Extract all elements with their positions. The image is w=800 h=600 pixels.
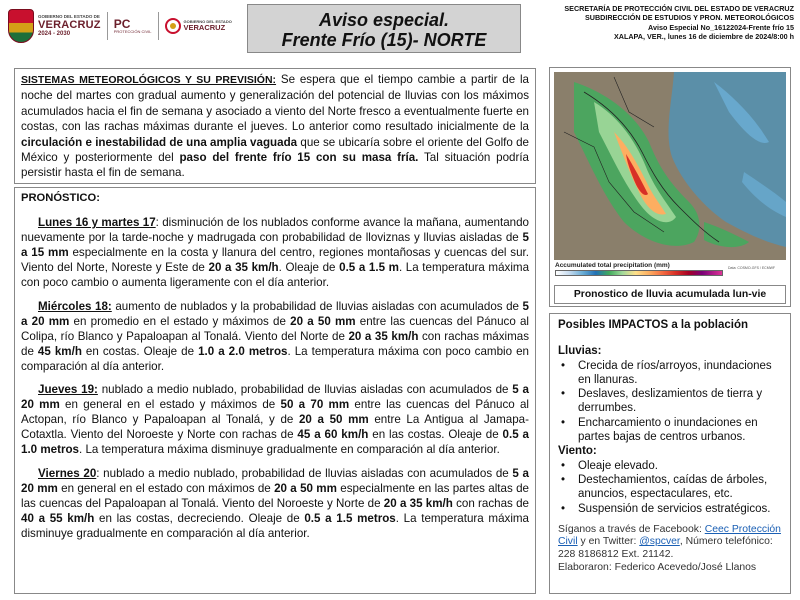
forecast-value: 0.5 a 1.0 metros [21,428,529,457]
state-emblem-icon [165,18,181,34]
forecast-value: 20 a 50 mm [274,481,337,495]
synopsis-bold: circulación e inestabilidad de una amplia vaguada [21,135,298,149]
forecast-value: 20 a 35 km/h [208,261,279,275]
forecast-text: . Oleaje de [278,261,340,275]
forecast-text: entre las cuencas del Pánuco al Colipa, río Blanco y Papaloapan al Tonalá. Viento del Norte de [21,314,530,343]
synopsis-heading: SISTEMAS METEOROLÓGICOS Y SU PREVISIÓN: [21,74,277,86]
forecast-day: Lunes 16 y martes 17 [38,216,156,230]
logo-ver2-small: GOBIERNO DEL ESTADO [183,19,232,25]
forecast-text: . La temperatura máxima disminuye gradualmente en comparación al día anterior. [79,443,500,457]
forecast-value: 20 a 35 km/h [348,329,419,343]
veracruz-government-logo [8,9,101,43]
precipitation-map-panel [549,67,791,307]
forecast-friday [21,466,529,541]
forecast-thursday [21,382,529,457]
logo-state-years: 2024 - 2030 [38,30,71,37]
rain-impacts-heading: Lluvias: [558,345,602,358]
forecast-value: 0.5 a 1.5 metros [304,511,396,525]
header-logos [8,6,244,46]
precip-scale-note: Data: COSMO-GFS / ECMWF [728,266,776,270]
impacts-title: Posibles IMPACTOS a la población [558,319,749,331]
forecast-text: en general en el estado y máximos de [59,398,281,412]
list-item: • Encharcamiento o inundaciones en partes bajas de centros urbanos. [558,416,782,445]
forecast-value: 5 a 20 mm [21,299,529,328]
forecast-value: 5 a 20 mm [21,383,529,412]
forecast-text: : nublado a medio nublado, probabilidad de lluvias aisladas con acumulados de [96,466,513,480]
contact-text: Síganos a través de Facebook: [558,523,705,535]
map-caption: Pronostico de lluvia acumulada lun-vie [554,285,786,304]
list-item: • Destechamientos, caídas de árboles, anuncios, espectaculares, etc. [558,473,782,502]
logo-state-name: VERACRUZ [38,18,101,31]
forecast-text: entre las cuencas del Pánuco al Actopan, río Blanco y Papaloapan al Tonalá, y de [21,398,529,427]
forecast-value: 20 a 35 km/h [383,496,453,510]
list-item: • Oleaje elevado. [558,459,782,473]
issue-date: XALAPA, VER., lunes 16 de diciembre de 2024/8:00 h [613,32,794,42]
facebook-link[interactable]: Ceec Protección Civil [558,523,781,548]
precip-color-scale [555,270,723,276]
forecast-text: especialmente en las partes altas de las cuencas del Papaloapan al Tonalá. Viento del Noroeste y Norte de [21,481,529,510]
forecast-wednesday [21,299,529,374]
notice-title-box [247,4,521,53]
forecast-day: Jueves 19: [38,383,98,397]
contact-info [558,524,782,574]
forecast-value: 20 a 50 mm [298,413,369,427]
list-item: • Deslaves, deslizamientos de tierra y derrumbes. [558,387,782,416]
forecast-text: en general en el estado con máximos de [57,481,275,495]
forecast-day: Miércoles 18: [38,299,112,313]
notice-title: Aviso especial. [318,10,450,30]
precipitation-map [554,72,786,260]
forecast-value: 5 a 20 mm [21,466,529,495]
issuer-block [526,4,794,42]
forecast-value: 20 a 50 mm [290,314,356,328]
forecast-text: en las costas. Oleaje de [368,428,503,442]
logo-pc-sub: PROTECCIÓN CIVIL [113,28,152,34]
veracruz-shield-icon [8,9,34,43]
synopsis-bold: paso del frente frío 15 con su masa fría. [179,151,419,165]
forecast-title: PRONÓSTICO: [21,192,100,204]
forecast-text: nublado a medio nublado, probabilidad de lluvias aisladas con acumulados de [97,383,513,397]
rain-impacts-list [558,359,782,445]
wind-impacts-heading: Viento: [558,445,597,458]
twitter-link[interactable]: @spcver [639,536,680,548]
forecast-text: en costas. Oleaje de [81,344,199,358]
wind-impacts-list [558,459,782,516]
logo-divider [107,12,108,40]
forecast-monday [21,215,529,290]
forecast-box [14,187,536,594]
forecast-value: 1.0 a 2.0 metros [198,344,288,358]
issuer-line-1: SECRETARÍA DE PROTECCIÓN CIVIL DEL ESTADO DE VERACRUZ [564,4,794,13]
logo-state-small: GOBIERNO DEL ESTADO DE [38,14,100,20]
synopsis-text: que se ubicaría sobre el oriente del Golfo de México y posteriormente del [21,135,529,165]
authors: Elaboraron: Federico Acevedo/José Llanos [558,561,757,573]
forecast-text: especialmente en la costa y llanura del centro, regiones montañosas y cuencas del sur. Viento del Norte, Noreste y Este de [21,246,529,275]
forecast-text: en promedio en el estado y máximos de [69,314,291,328]
forecast-value: 45 km/h [37,344,82,358]
logo-pc-mark: PC [113,16,131,31]
logo-ver2-name: VERACRUZ [183,23,226,33]
forecast-text: con rachas máximas de [21,329,529,358]
forecast-text: entre La Antigua al Jamapa-Cotaxtla. Viento del Noroeste y Norte con rachas de [21,413,529,442]
synopsis-text: Se espera que el tiempo cambie a partir de la noche del martes con gradual aumento y generalización del potencial de lluvias con los máximos acumulados hacia el fin de semana y asociado a viento del Norte fresco a eventualmente fuerte en costas, con las rachas máximas durante el jueves. Lo anterior como resultado inicialmente de la [21,73,529,134]
forecast-text: con rachas de [452,496,529,510]
notice-number: Aviso Especial No_16122024-Frente frío 15 [648,22,794,32]
veracruz-secondary-logo [165,18,232,34]
forecast-value: 50 a 70 mm [280,398,350,412]
forecast-value: 45 a 60 km/h [297,428,369,442]
forecast-value: 5 a 15 mm [21,231,529,260]
forecast-text: en las costas, decreciendo. Oleaje de [94,511,305,525]
proteccion-civil-logo [114,18,152,34]
forecast-text: . La temperatura máxima con poco cambio en comparación al día anterior. [21,344,529,373]
forecast-text: : disminución de los nublados conforme avance la mañana, aumentando nuevamente por la tarde-noche y madrugada con probabilidad de lloviznas y lluvias aisladas de [21,216,529,245]
synopsis-box [14,68,536,184]
synopsis-text: Tal situación podría persistir hasta el fin de semana. [21,151,530,180]
precip-scale-label: Accumulated total precipitation (mm) [555,262,670,269]
list-item: • Suspensión de servicios estratégicos. [558,502,782,516]
forecast-value: 40 a 55 km/h [21,511,95,525]
forecast-value: 0.5 a 1.5 m [339,261,399,275]
notice-subtitle: Frente Frío (15)- NORTE [281,30,487,50]
contact-phone: , Número telefónico: 228 8186812 Ext. 21142. [558,536,773,561]
list-item: • Crecida de ríos/arroyos, inundaciones en llanuras. [558,359,782,388]
issuer-line-2: SUBDIRECCIÓN DE ESTUDIOS Y PRON. METEOROLÓGICOS [585,13,794,23]
precipitation-map-image [554,72,786,260]
forecast-day: Viernes 20 [38,466,97,480]
impacts-box [549,313,791,594]
contact-text: y en Twitter: [577,536,640,548]
forecast-text: . La temperatura máxima disminuye gradualmente en comparación al día anterior. [21,511,529,540]
logo-divider [158,12,159,40]
forecast-text: aumento de nublados y la probabilidad de lluvias aisladas con acumulados de [111,299,523,313]
forecast-text: . La temperatura máxima con poco cambio o aumenta ligeramente con el día anterior. [21,261,530,290]
